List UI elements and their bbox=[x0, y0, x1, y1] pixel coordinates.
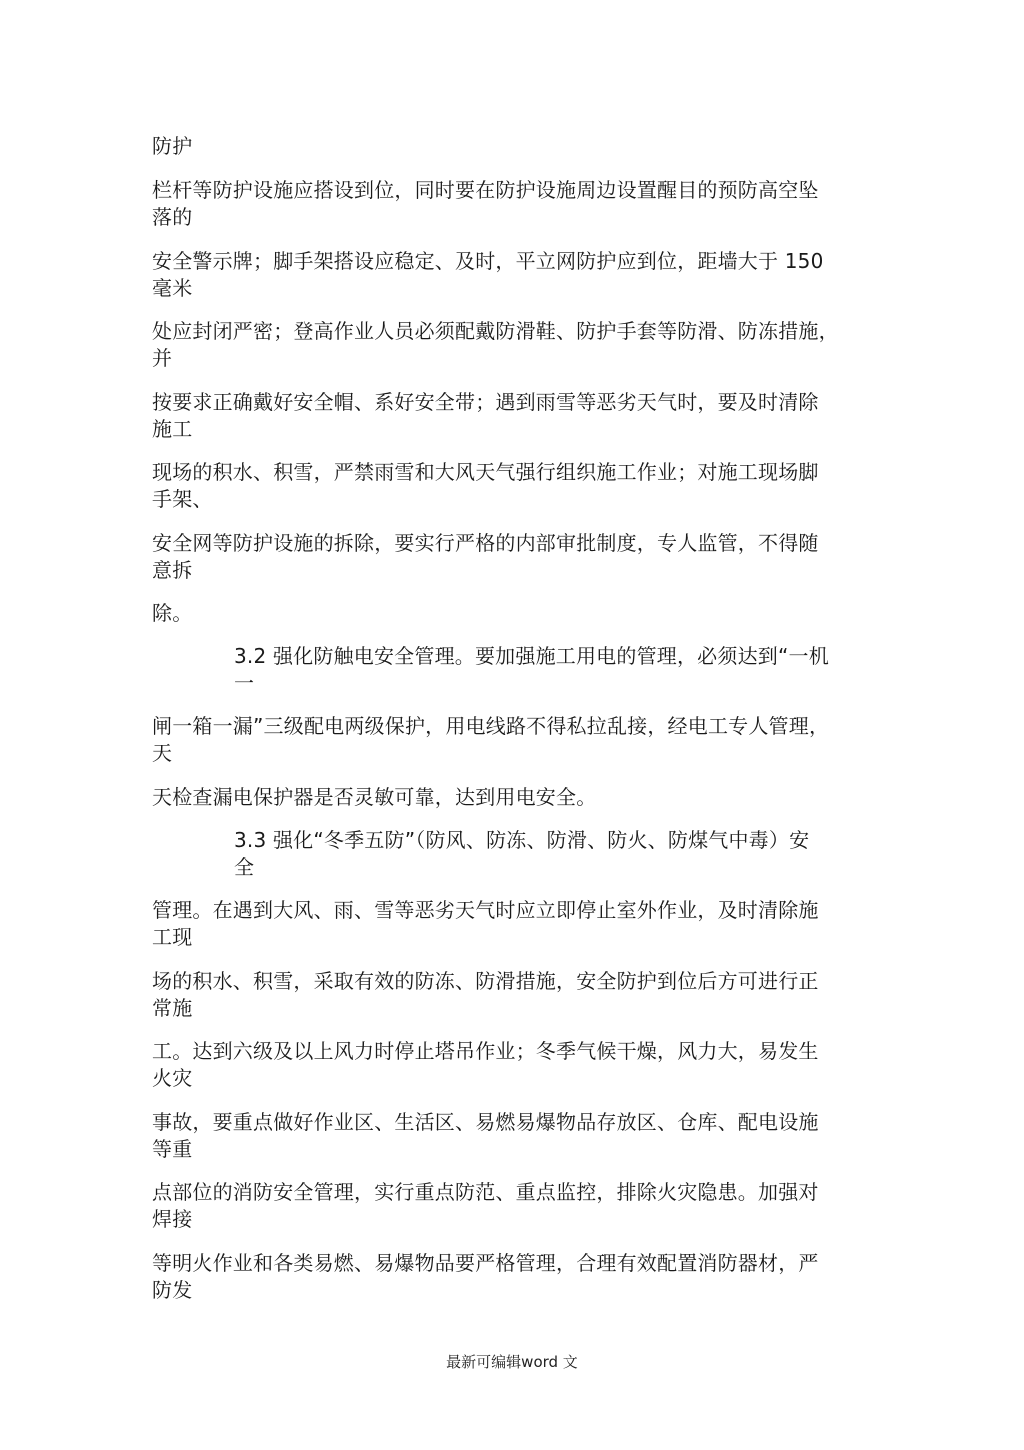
text-line-16-wrap: 等重 bbox=[152, 1137, 193, 1161]
text-line-10-wrap: 天 bbox=[152, 741, 173, 765]
text-line-15: 工。达到六级及以上风力时停止塔吊作业；冬季气候干燥，风力大，易发生 bbox=[152, 1039, 819, 1063]
section-3-3-wrap: 全 bbox=[234, 855, 255, 879]
text-line-13-wrap: 工现 bbox=[152, 925, 193, 949]
text-line-18: 等明火作业和各类易燃、易爆物品要严格管理，合理有效配置消防器材，严 bbox=[152, 1251, 819, 1275]
text-line-5-wrap: 施工 bbox=[152, 417, 193, 441]
text-line-3-wrap: 毫米 bbox=[152, 276, 193, 300]
text-line-14: 场的积水、积雪，采取有效的防冻、防滑措施，安全防护到位后方可进行正 bbox=[152, 969, 819, 993]
text-line-2-wrap: 落的 bbox=[152, 205, 193, 229]
text-line-1: 防护 bbox=[152, 134, 193, 158]
text-line-13: 管理。在遇到大风、雨、雪等恶劣天气时应立即停止室外作业，及时清除施 bbox=[152, 898, 819, 922]
text-line-6: 现场的积水、积雪，严禁雨雪和大风天气强行组织施工作业；对施工现场脚 bbox=[152, 460, 819, 484]
text-line-15-wrap: 火灾 bbox=[152, 1066, 193, 1090]
text-line-10: 闸一箱一漏”三级配电两级保护，用电线路不得私拉乱接，经电工专人管理， bbox=[152, 714, 830, 738]
text-line-17-wrap: 焊接 bbox=[152, 1207, 193, 1231]
page-footer: 最新可编辑word 文 bbox=[446, 1353, 578, 1371]
section-3-2-line: 3.2 强化防触电安全管理。要加强施工用电的管理，必须达到“一机 bbox=[234, 644, 829, 668]
text-line-11: 天检查漏电保护器是否灵敏可靠，达到用电安全。 bbox=[152, 785, 597, 809]
text-line-4-wrap: 并 bbox=[152, 346, 173, 370]
text-line-2: 栏杆等防护设施应搭设到位，同时要在防护设施周边设置醒目的预防高空坠 bbox=[152, 178, 819, 202]
text-line-18-wrap: 防发 bbox=[152, 1278, 193, 1302]
text-line-7: 安全网等防护设施的拆除，要实行严格的内部审批制度，专人监管，不得随 bbox=[152, 531, 819, 555]
text-line-5: 按要求正确戴好安全帽、系好安全带；遇到雨雪等恶劣天气时，要及时清除 bbox=[152, 390, 819, 414]
text-line-16: 事故，要重点做好作业区、生活区、易燃易爆物品存放区、仓库、配电设施 bbox=[152, 1110, 819, 1134]
text-line-7-wrap: 意拆 bbox=[152, 558, 193, 582]
section-3-3-line: 3.3 强化“冬季五防”（防风、防冻、防滑、防火、防煤气中毒）安 bbox=[234, 828, 810, 852]
text-line-17: 点部位的消防安全管理，实行重点防范、重点监控，排除火灾隐患。加强对 bbox=[152, 1180, 819, 1204]
text-line-8: 除。 bbox=[152, 601, 193, 625]
section-3-2-wrap: 一 bbox=[234, 671, 255, 695]
text-line-14-wrap: 常施 bbox=[152, 996, 193, 1020]
text-line-6-wrap: 手架、 bbox=[152, 487, 213, 511]
text-line-4: 处应封闭严密；登高作业人员必须配戴防滑鞋、防护手套等防滑、防冻措施， bbox=[152, 319, 839, 343]
text-line-3: 安全警示牌；脚手架搭设应稳定、及时，平立网防护应到位，距墙大于 150 bbox=[152, 249, 824, 273]
